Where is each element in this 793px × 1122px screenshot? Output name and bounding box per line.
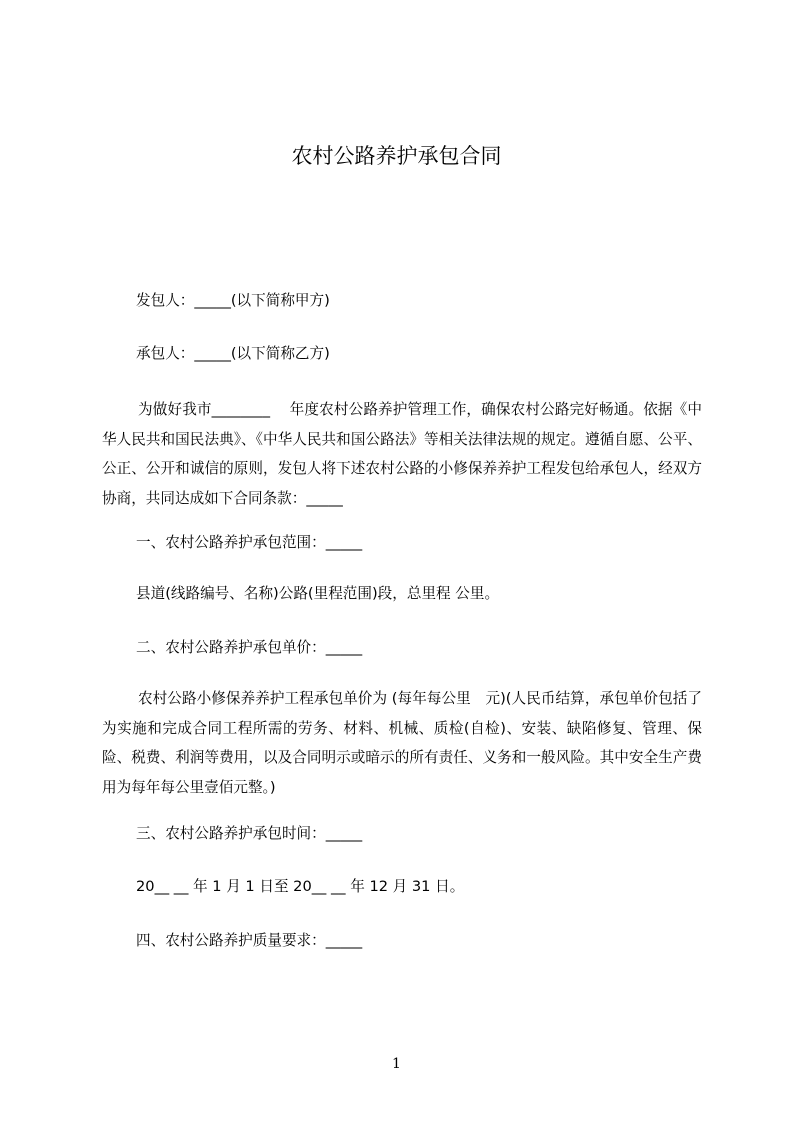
section-4-heading: 四、农村公路养护质量要求：_____ [136, 932, 363, 949]
section-2-body: 农村公路小修保养养护工程承包单价为 (每年每公里 元)(人民币结算，承包单价包括了为实施和完成合同工程所需的劳务、材料、机械、质检(自检)、安装、缺陷修复、管理、保险、税费、利润等费用，以及合同明示或暗示的所有责任、义务和一般风险。其中安全生产费用为每年每公里壹佰元整。) [102, 690, 702, 796]
document-title: 农村公路养护承包合同 [291, 144, 502, 168]
party-b-line: 承包人：_____(以下简称乙方) [136, 345, 330, 362]
section-2-heading: 二、农村公路养护承包单价：_____ [136, 639, 363, 656]
party-a-line: 发包人：_____(以下简称甲方) [136, 292, 330, 309]
section-1-body: 县道(线路编号、名称)公路(里程范围)段，总里程 公里。 [136, 585, 500, 602]
section-1-heading: 一、农村公路养护承包范围：_____ [136, 534, 363, 551]
section-3-heading: 三、农村公路养护承包时间：_____ [136, 825, 363, 842]
page-number: 1 [392, 1056, 401, 1072]
intro-paragraph: 为做好我市________ 年度农村公路养护管理工作，确保农村公路完好畅通。依据《中华人民共和国民法典》、《中华人民共和国公路法》等相关法律法规的规定。遵循自愿、公平、公正、公开和诚信的原则，发包人将下述农村公路的小修保养养护工程发包给承包人，经双方协商，共同达成如下合同条款：_____ [102, 401, 702, 507]
section-3-body: 20__ __ 年 1 月 1 日至 20__ __ 年 12 月 31 日。 [136, 878, 465, 895]
